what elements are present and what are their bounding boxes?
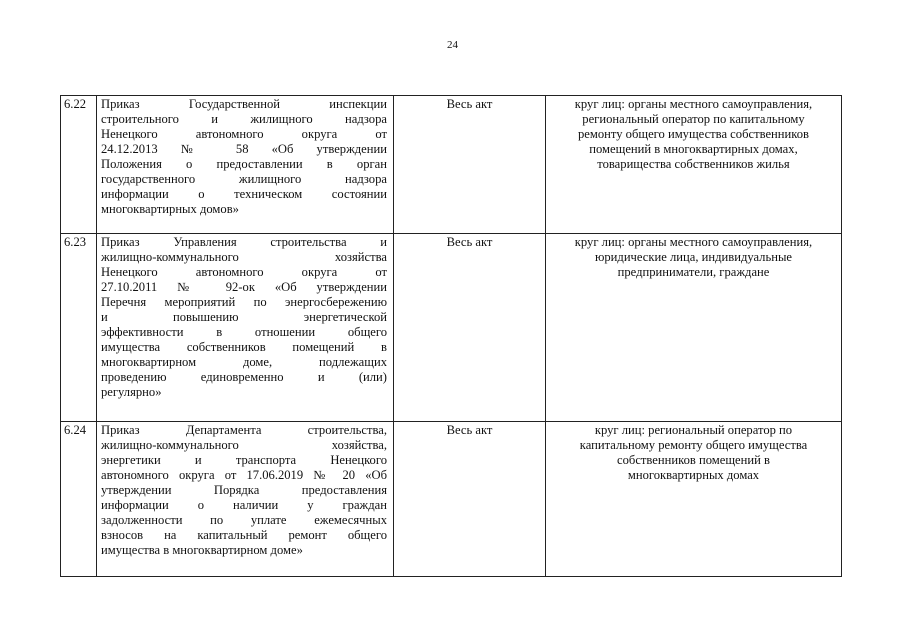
document-title-line: Ненецкого автономного округа от bbox=[101, 127, 387, 141]
subjects-line: предприниматели, граждане bbox=[617, 265, 770, 279]
subjects-cell bbox=[546, 96, 842, 234]
document-title-line: регулярно» bbox=[101, 385, 162, 399]
subjects-line: региональный оператор по капитальному bbox=[582, 112, 805, 126]
subjects-line: юридические лица, индивидуальные bbox=[594, 250, 793, 264]
document-title-line: многоквартирных домов» bbox=[101, 202, 239, 216]
document-title-line: 27.10.2011 № 92-ок «Об утверждении bbox=[101, 280, 387, 294]
table-row-6-23 bbox=[61, 234, 842, 422]
document-title-line: информации о наличии у граждан bbox=[101, 498, 387, 512]
row-number: 6.22 bbox=[61, 96, 97, 234]
document-title-line: 24.12.2013 № 58 «Об утверждении bbox=[101, 142, 387, 156]
document-title-line: и повышению энергетической bbox=[101, 310, 387, 324]
document-title-line: государственного жилищного надзора bbox=[101, 172, 387, 186]
scope-cell: Весь акт bbox=[394, 422, 546, 577]
document-title bbox=[97, 96, 394, 234]
subjects-line: ремонту общего имущества собственников bbox=[578, 127, 809, 141]
document-title-line: Перечня мероприятий по энергосбережению bbox=[101, 295, 387, 309]
document-title-line: Положения о предоставлении в орган bbox=[101, 157, 387, 171]
subjects-line: круг лиц: региональный оператор по bbox=[594, 423, 793, 437]
document-title-line: имущества в многоквартирном доме» bbox=[101, 543, 303, 557]
acts-table bbox=[60, 95, 842, 577]
document-title-line: строительного и жилищного надзора bbox=[101, 112, 387, 126]
document-title-line: Приказ Департамента строительства, bbox=[101, 423, 387, 437]
subjects-line: помещений в многоквартирных домах, bbox=[589, 142, 798, 156]
subjects-line: собственников помещений в bbox=[617, 453, 770, 467]
document-title-line: имущества собственников помещений в bbox=[101, 340, 387, 354]
document-title-line: энергетики и транспорта Ненецкого bbox=[101, 453, 387, 467]
subjects-line: многоквартирных домах bbox=[627, 468, 760, 482]
document-title-line: жилищно-коммунального хозяйства bbox=[101, 250, 387, 264]
document-title-line: жилищно-коммунального хозяйства, bbox=[101, 438, 387, 452]
document-title-line: автономного округа от 17.06.2019 № 20 «Об bbox=[101, 468, 387, 482]
subjects-line: круг лиц: органы местного самоуправления, bbox=[574, 97, 813, 111]
page-number: 24 bbox=[447, 39, 458, 51]
row-number: 6.23 bbox=[61, 234, 97, 422]
subjects-line: круг лиц: органы местного самоуправления, bbox=[574, 235, 813, 249]
row-number: 6.24 bbox=[61, 422, 97, 577]
scope-cell: Весь акт bbox=[394, 96, 546, 234]
document-title-line: Приказ Государственной инспекции bbox=[101, 97, 387, 111]
table-row-6-24 bbox=[61, 422, 842, 577]
subjects-line: товарищества собственников жилья bbox=[597, 157, 790, 171]
document-title-line: эффективности в отношении общего bbox=[101, 325, 387, 339]
document-title-line: многоквартирном доме, подлежащих bbox=[101, 355, 387, 369]
document-title-line: информации о техническом состоянии bbox=[101, 187, 387, 201]
scope-cell: Весь акт bbox=[394, 234, 546, 422]
document-title-line: Ненецкого автономного округа от bbox=[101, 265, 387, 279]
document-title-line: Приказ Управления строительства и bbox=[101, 235, 387, 249]
document-title-line: задолженности по уплате ежемесячных bbox=[101, 513, 387, 527]
document-title-line: проведению единовременно и (или) bbox=[101, 370, 387, 384]
table-row-6-22 bbox=[61, 96, 842, 234]
subjects-line: капитальному ремонту общего имущества bbox=[579, 438, 808, 452]
document-title-line: утверждении Порядка предоставления bbox=[101, 483, 387, 497]
subjects-cell bbox=[546, 234, 842, 422]
document-title bbox=[97, 234, 394, 422]
document-title bbox=[97, 422, 394, 577]
subjects-cell bbox=[546, 422, 842, 577]
document-title-line: взносов на капитальный ремонт общего bbox=[101, 528, 387, 542]
